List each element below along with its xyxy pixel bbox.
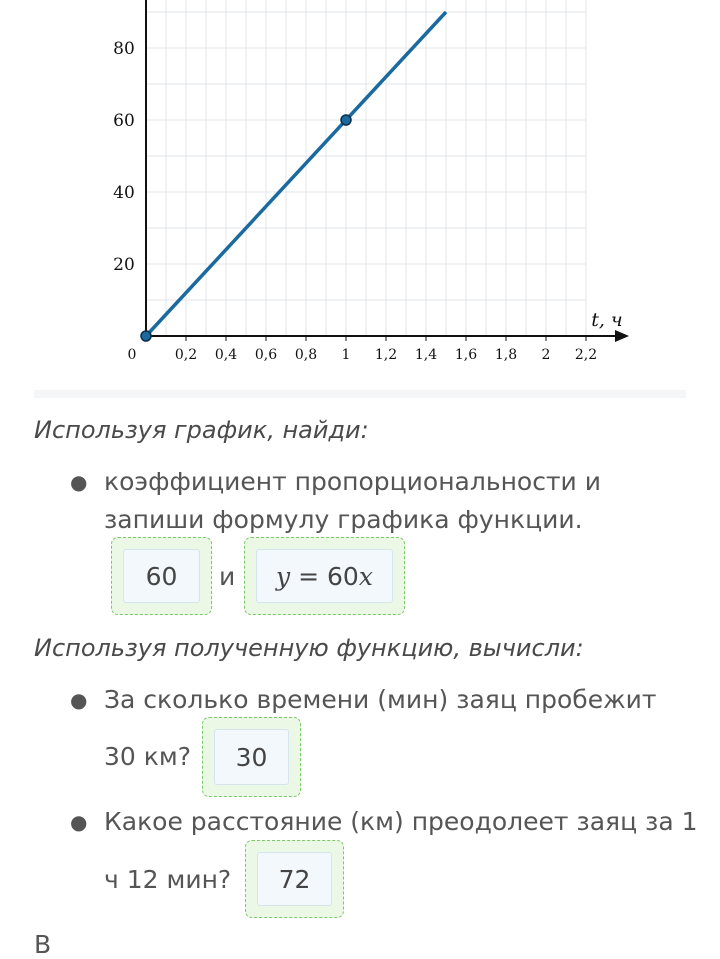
y-tick-label: 40 <box>113 183 135 203</box>
bullet-line: коэффициент пропорциональности и <box>104 467 601 496</box>
answer-value: 72 <box>257 852 332 906</box>
x-tick-label: 0,6 <box>254 347 278 363</box>
data-point <box>141 331 151 341</box>
x-tick-label: 0,8 <box>294 347 318 363</box>
answer-box-coefficient[interactable] <box>111 537 212 615</box>
bullet-text-distance: Какое расстояние (км) преодолеет заяц за 1 <box>104 807 698 836</box>
origin-label: 0 <box>127 347 137 363</box>
bullet-marker: ● <box>70 470 88 494</box>
section-divider <box>34 390 686 398</box>
answer-box-minutes[interactable] <box>202 717 301 797</box>
prompt-compute: Используя полученную функцию, вычисли: <box>34 634 584 662</box>
chart-grid <box>146 0 586 336</box>
data-point <box>341 115 351 125</box>
math-var-x: x <box>358 561 373 591</box>
x-tick-label: 1,2 <box>374 347 398 363</box>
answer-box-formula[interactable] <box>244 537 405 615</box>
x-axis-label: t, ч <box>591 309 623 331</box>
prompt-find: Используя график, найди: <box>34 416 369 444</box>
math-rest: = 60 <box>290 561 359 591</box>
x-tick-label: 1,4 <box>414 347 438 363</box>
bullet-text-distance-cont: ч 12 мин? <box>104 865 232 894</box>
x-tick-label: 1,8 <box>494 347 518 363</box>
y-tick-label: 20 <box>113 255 135 275</box>
answer-value: 30 <box>214 729 289 785</box>
cut-off-text: В <box>34 930 52 959</box>
chart-series <box>141 12 446 341</box>
x-tick-label: 0,2 <box>174 347 198 363</box>
chart-axes <box>146 0 629 342</box>
answer-formula <box>256 549 393 603</box>
bullet-text-time: За сколько времени (мин) заяц пробежит <box>104 685 657 714</box>
x-tick-label: 1,6 <box>454 347 478 363</box>
bullet-marker: ● <box>70 688 88 712</box>
bullet-line: запиши формулу графика функции. <box>104 505 583 534</box>
answer-box-distance[interactable] <box>245 840 344 918</box>
answer-value: 60 <box>123 549 200 603</box>
y-tick-label: 80 <box>113 39 135 59</box>
bullet-text-coefficient <box>104 463 601 539</box>
y-tick-label: 60 <box>113 111 135 131</box>
bullet-marker: ● <box>70 810 88 834</box>
x-tick-label: 2 <box>541 347 551 363</box>
line-chart <box>0 0 720 385</box>
bullet-text-time-cont: 30 км? <box>104 742 191 771</box>
math-var-y: y <box>276 561 291 591</box>
x-tick-label: 1 <box>341 347 351 363</box>
x-tick-label: 2,2 <box>574 347 598 363</box>
conjunction-text: и <box>219 562 236 591</box>
x-axis-arrow <box>615 330 629 342</box>
x-tick-label: 0,4 <box>214 347 238 363</box>
series-line <box>146 12 446 336</box>
